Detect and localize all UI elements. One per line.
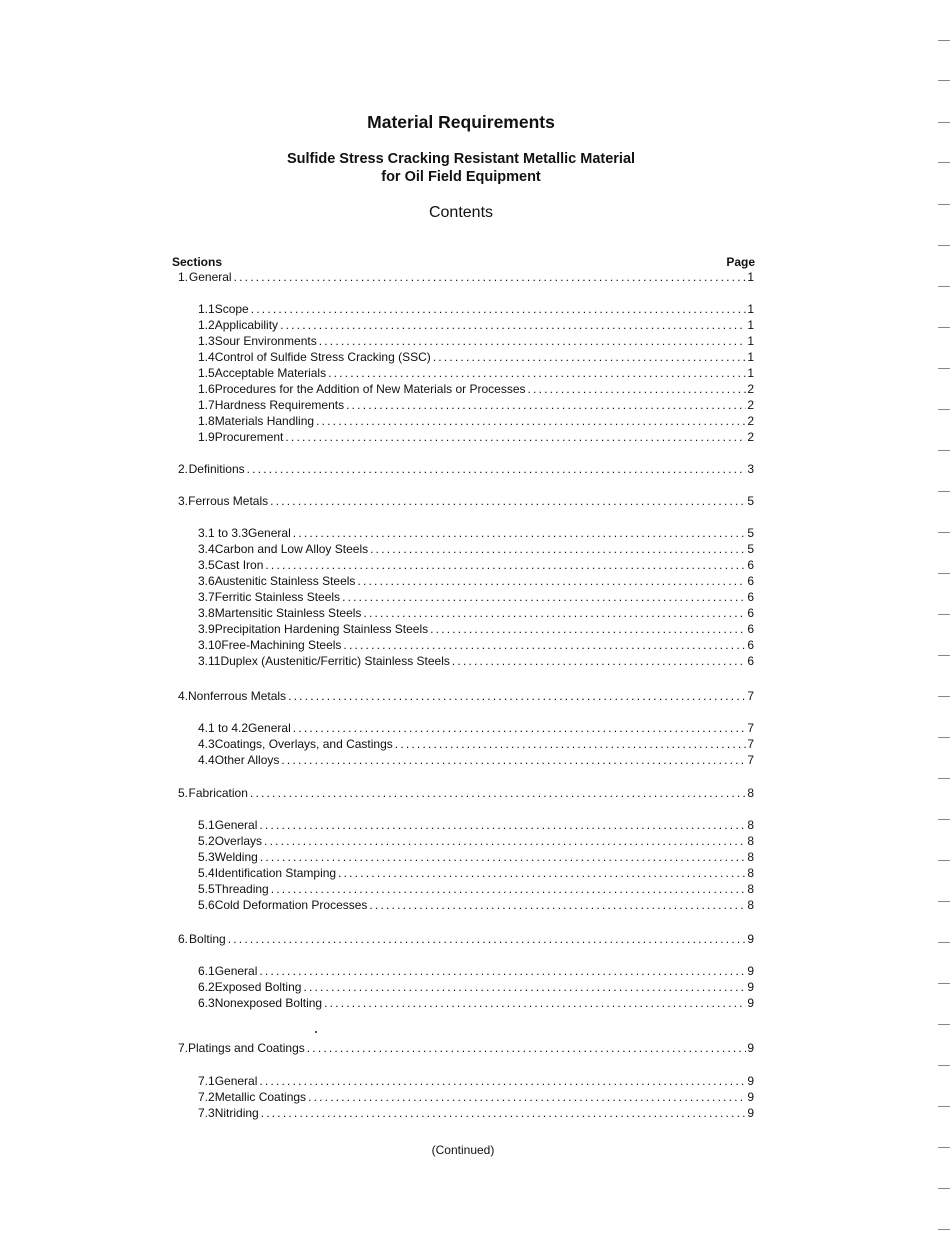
toc-section-5: [178, 786, 754, 802]
toc-number: 3.7: [198, 590, 215, 604]
dot-leader: [395, 737, 747, 751]
toc-subsection: [198, 622, 754, 638]
toc-subsection: [198, 737, 754, 753]
toc-label: General: [248, 721, 291, 735]
toc-label: General: [214, 1074, 258, 1088]
toc-label: Coatings, Overlays, and Castings: [214, 737, 393, 751]
toc-number: 3.4: [198, 542, 215, 556]
sections-column-header: Sections: [172, 255, 223, 269]
toc-page: 5: [747, 542, 754, 556]
toc-subsection: [198, 366, 754, 382]
toc-number: 4.1 to 4.2: [198, 721, 249, 735]
dot-leader: [259, 1074, 746, 1088]
dot-leader: [338, 866, 746, 880]
dot-leader: [370, 542, 746, 556]
toc-page: 2: [747, 414, 754, 428]
toc-section-4: [178, 689, 754, 705]
continued-note: (Continued): [431, 1143, 495, 1157]
dot-leader: [264, 834, 746, 848]
toc-number: 1.4: [198, 350, 215, 364]
toc-section-6: [178, 932, 754, 948]
dot-leader: [433, 350, 747, 364]
toc-label: Cold Deformation Processes: [214, 898, 368, 912]
dot-leader: [250, 786, 746, 800]
subtitle-line-1: Sulfide Stress Cracking Resistant Metallic Material: [286, 151, 636, 167]
toc-number: 4.: [178, 689, 189, 703]
toc-page: 6: [747, 622, 754, 636]
toc-number: 1.8: [198, 414, 215, 428]
toc-subsection: [198, 898, 754, 914]
toc-page: 9: [747, 1106, 754, 1120]
toc-page: 3: [747, 462, 754, 476]
dot-leader: [280, 318, 746, 332]
dot-leader: [247, 462, 747, 476]
toc-number: 1.1: [198, 302, 215, 316]
toc-label: Fabrication: [188, 786, 248, 800]
toc-label: Identification Stamping: [214, 866, 337, 880]
toc-section-7: [178, 1041, 754, 1057]
toc-page: 9: [747, 980, 754, 994]
toc-subsection: [198, 818, 754, 834]
toc-subsection: [198, 350, 754, 366]
toc-number: 7.1: [198, 1074, 215, 1088]
dot-leader: [369, 898, 746, 912]
dot-leader: [288, 689, 746, 703]
dot-leader: [228, 932, 747, 946]
toc-number: 3.5: [198, 558, 215, 572]
toc-number: 3.10: [198, 638, 222, 652]
dot-leader: [528, 382, 747, 396]
toc-label: Ferritic Stainless Steels: [214, 590, 341, 604]
scan-margin-ticks: [932, 0, 950, 1237]
toc-page: 9: [747, 964, 754, 978]
toc-number: 3.11: [198, 654, 221, 668]
toc-subsection: [198, 606, 754, 622]
document-title: Material Requirements: [367, 112, 555, 132]
toc-subsection: [198, 318, 754, 334]
contents-heading: Contents: [428, 204, 494, 221]
dot-leader: [324, 996, 746, 1010]
toc-number: 6.3: [198, 996, 215, 1010]
toc-label: Martensitic Stainless Steels: [214, 606, 362, 620]
dot-leader: [343, 638, 746, 652]
toc-number: 7.: [178, 1041, 189, 1055]
toc-number: 1.2: [198, 318, 215, 332]
document-subtitle: [0, 150, 922, 186]
dot-leader: [363, 606, 746, 620]
dot-leader: [346, 398, 746, 412]
dot-leader: [285, 430, 746, 444]
toc-page: 1: [747, 270, 754, 284]
toc-label: Cast Iron: [214, 558, 264, 572]
toc-page: 5: [747, 494, 754, 508]
toc-label: Metallic Coatings: [214, 1090, 307, 1104]
toc-label: Procedures for the Addition of New Materials or Processes: [214, 382, 526, 396]
toc-section-2: [178, 462, 754, 478]
dot-leader: [259, 964, 746, 978]
toc-label: Duplex (Austenitic/Ferritic) Stainless Steels: [220, 654, 450, 668]
toc-label: Carbon and Low Alloy Steels: [214, 542, 369, 556]
toc-label: Austenitic Stainless Steels: [214, 574, 356, 588]
toc-label: Acceptable Materials: [214, 366, 327, 380]
toc-label: Nonferrous Metals: [188, 689, 287, 703]
toc-number: 2.: [178, 462, 189, 476]
toc-label: Sour Environments: [214, 334, 317, 348]
toc-number: 3.6: [198, 574, 215, 588]
toc-page: 9: [747, 1090, 754, 1104]
toc-page: 2: [747, 398, 754, 412]
toc-page: 1: [747, 302, 754, 316]
dot-leader: [281, 753, 746, 767]
toc-subsection: [198, 721, 754, 737]
dot-leader: [271, 882, 747, 896]
toc-subsection: [198, 398, 754, 414]
dot-leader: [308, 1090, 746, 1104]
toc-page: 5: [747, 526, 754, 540]
toc-number: 6.2: [198, 980, 215, 994]
toc-page: 6: [747, 606, 754, 620]
toc-label: General: [248, 526, 291, 540]
dot-leader: [293, 721, 747, 735]
toc-label: Exposed Bolting: [214, 980, 302, 994]
toc-label: Procurement: [214, 430, 284, 444]
toc-subsection: [198, 542, 754, 558]
dot-leader: [303, 980, 746, 994]
toc-label: Applicability: [214, 318, 279, 332]
toc-number: 3.8: [198, 606, 215, 620]
dot-leader: [234, 270, 747, 284]
toc-subsection: [198, 964, 754, 980]
toc-subsection: [198, 302, 754, 318]
dot-leader: [261, 1106, 747, 1120]
toc-number: 1.6: [198, 382, 215, 396]
page-column-header: Page: [726, 255, 755, 269]
toc-number: 5.5: [198, 882, 215, 896]
toc-page: 7: [747, 689, 754, 703]
dot-leader: [328, 366, 746, 380]
toc-page: 8: [747, 818, 754, 832]
toc-label: Scope: [214, 302, 249, 316]
toc-page: 8: [747, 850, 754, 864]
dot-leader: [452, 654, 746, 668]
dot-leader: [251, 302, 747, 316]
toc-label: Precipitation Hardening Stainless Steels: [214, 622, 429, 636]
toc-number: 7.3: [198, 1106, 215, 1120]
toc-page: 6: [747, 574, 754, 588]
toc-number: 3.9: [198, 622, 215, 636]
toc-subsection: [198, 414, 754, 430]
toc-page: 2: [747, 430, 754, 444]
dot-leader: [265, 558, 746, 572]
dot-leader: [293, 526, 747, 540]
toc-label: Hardness Requirements: [214, 398, 345, 412]
toc-page: 6: [747, 558, 754, 572]
toc-label: Materials Handling: [214, 414, 315, 428]
toc-page: 8: [747, 898, 754, 912]
toc-page: 1: [747, 318, 754, 332]
toc-subsection: [198, 334, 754, 350]
dot-leader: [357, 574, 746, 588]
toc-label: General: [214, 964, 258, 978]
toc-subsection: [198, 1074, 754, 1090]
toc-page: 8: [747, 786, 754, 800]
toc-number: 3.1 to 3.3: [198, 526, 249, 540]
toc-label: Other Alloys: [214, 753, 280, 767]
toc-subsection: [198, 980, 754, 996]
toc-subsection: [198, 430, 754, 446]
toc-page: 6: [747, 590, 754, 604]
toc-page: 9: [747, 1041, 754, 1055]
scan-speck: [315, 1031, 317, 1033]
toc-subsection: [198, 590, 754, 606]
toc-label: Bolting: [189, 932, 226, 946]
toc-subsection: [198, 558, 754, 574]
toc-number: 1.5: [198, 366, 215, 380]
toc-section-1: [178, 270, 754, 286]
toc-label: Platings and Coatings: [188, 1041, 305, 1055]
toc-subsection: [198, 834, 754, 850]
toc-number: 5.1: [198, 818, 215, 832]
toc-page: 7: [747, 737, 754, 751]
toc-page: 6: [747, 654, 754, 668]
toc-number: 4.3: [198, 737, 215, 751]
toc-subsection: [198, 654, 754, 670]
toc-page: 9: [747, 932, 754, 946]
dot-leader: [342, 590, 746, 604]
toc-subsection: [198, 882, 754, 898]
dot-leader: [316, 414, 746, 428]
toc-number: 6.1: [198, 964, 215, 978]
toc-number: 1.7: [198, 398, 215, 412]
toc-subsection: [198, 638, 754, 654]
toc-label: Welding: [214, 850, 258, 864]
toc-number: 1.: [178, 270, 189, 284]
toc-number: 3.: [178, 494, 189, 508]
toc-page: 7: [747, 721, 754, 735]
toc-label: Nitriding: [214, 1106, 259, 1120]
toc-label: Free-Machining Steels: [221, 638, 342, 652]
toc-label: General: [188, 270, 232, 284]
toc-label: Threading: [214, 882, 269, 896]
toc-page: 9: [747, 996, 754, 1010]
dot-leader: [307, 1041, 747, 1055]
toc-subsection: [198, 866, 754, 882]
toc-page: 7: [747, 753, 754, 767]
dot-leader: [270, 494, 746, 508]
toc-section-3: [178, 494, 754, 510]
toc-subsection: [198, 526, 754, 542]
toc-subsection: [198, 850, 754, 866]
toc-subsection: [198, 996, 754, 1012]
toc-label: Overlays: [214, 834, 263, 848]
toc-number: 5.4: [198, 866, 215, 880]
toc-number: 5.6: [198, 898, 215, 912]
toc-number: 1.3: [198, 334, 215, 348]
toc-number: 5.3: [198, 850, 215, 864]
toc-page: 2: [747, 382, 754, 396]
dot-leader: [259, 818, 746, 832]
toc-page: 8: [747, 834, 754, 848]
toc-label: Control of Sulfide Stress Cracking (SSC): [214, 350, 431, 364]
toc-page: 1: [747, 334, 754, 348]
toc-label: Ferrous Metals: [188, 494, 269, 508]
dot-leader: [319, 334, 747, 348]
dot-leader: [260, 850, 746, 864]
toc-page: 1: [747, 366, 754, 380]
dot-leader: [430, 622, 746, 636]
toc-subsection: [198, 574, 754, 590]
toc-subsection: [198, 1090, 754, 1106]
toc-page: 1: [747, 350, 754, 364]
toc-label: Definitions: [188, 462, 245, 476]
toc-label: General: [214, 818, 258, 832]
toc-page: 6: [747, 638, 754, 652]
toc-page: 8: [747, 866, 754, 880]
toc-label: Nonexposed Bolting: [214, 996, 323, 1010]
toc-number: 4.4: [198, 753, 215, 767]
toc-number: 7.2: [198, 1090, 215, 1104]
toc-number: 5.2: [198, 834, 215, 848]
toc-subsection: [198, 753, 754, 769]
toc-page: 9: [747, 1074, 754, 1088]
toc-page: 8: [747, 882, 754, 896]
toc-subsection: [198, 382, 754, 398]
toc-number: 6.: [178, 932, 189, 946]
subtitle-line-2: for Oil Field Equipment: [381, 169, 541, 185]
toc-number: 5.: [178, 786, 189, 800]
toc-subsection: [198, 1106, 754, 1122]
toc-number: 1.9: [198, 430, 215, 444]
